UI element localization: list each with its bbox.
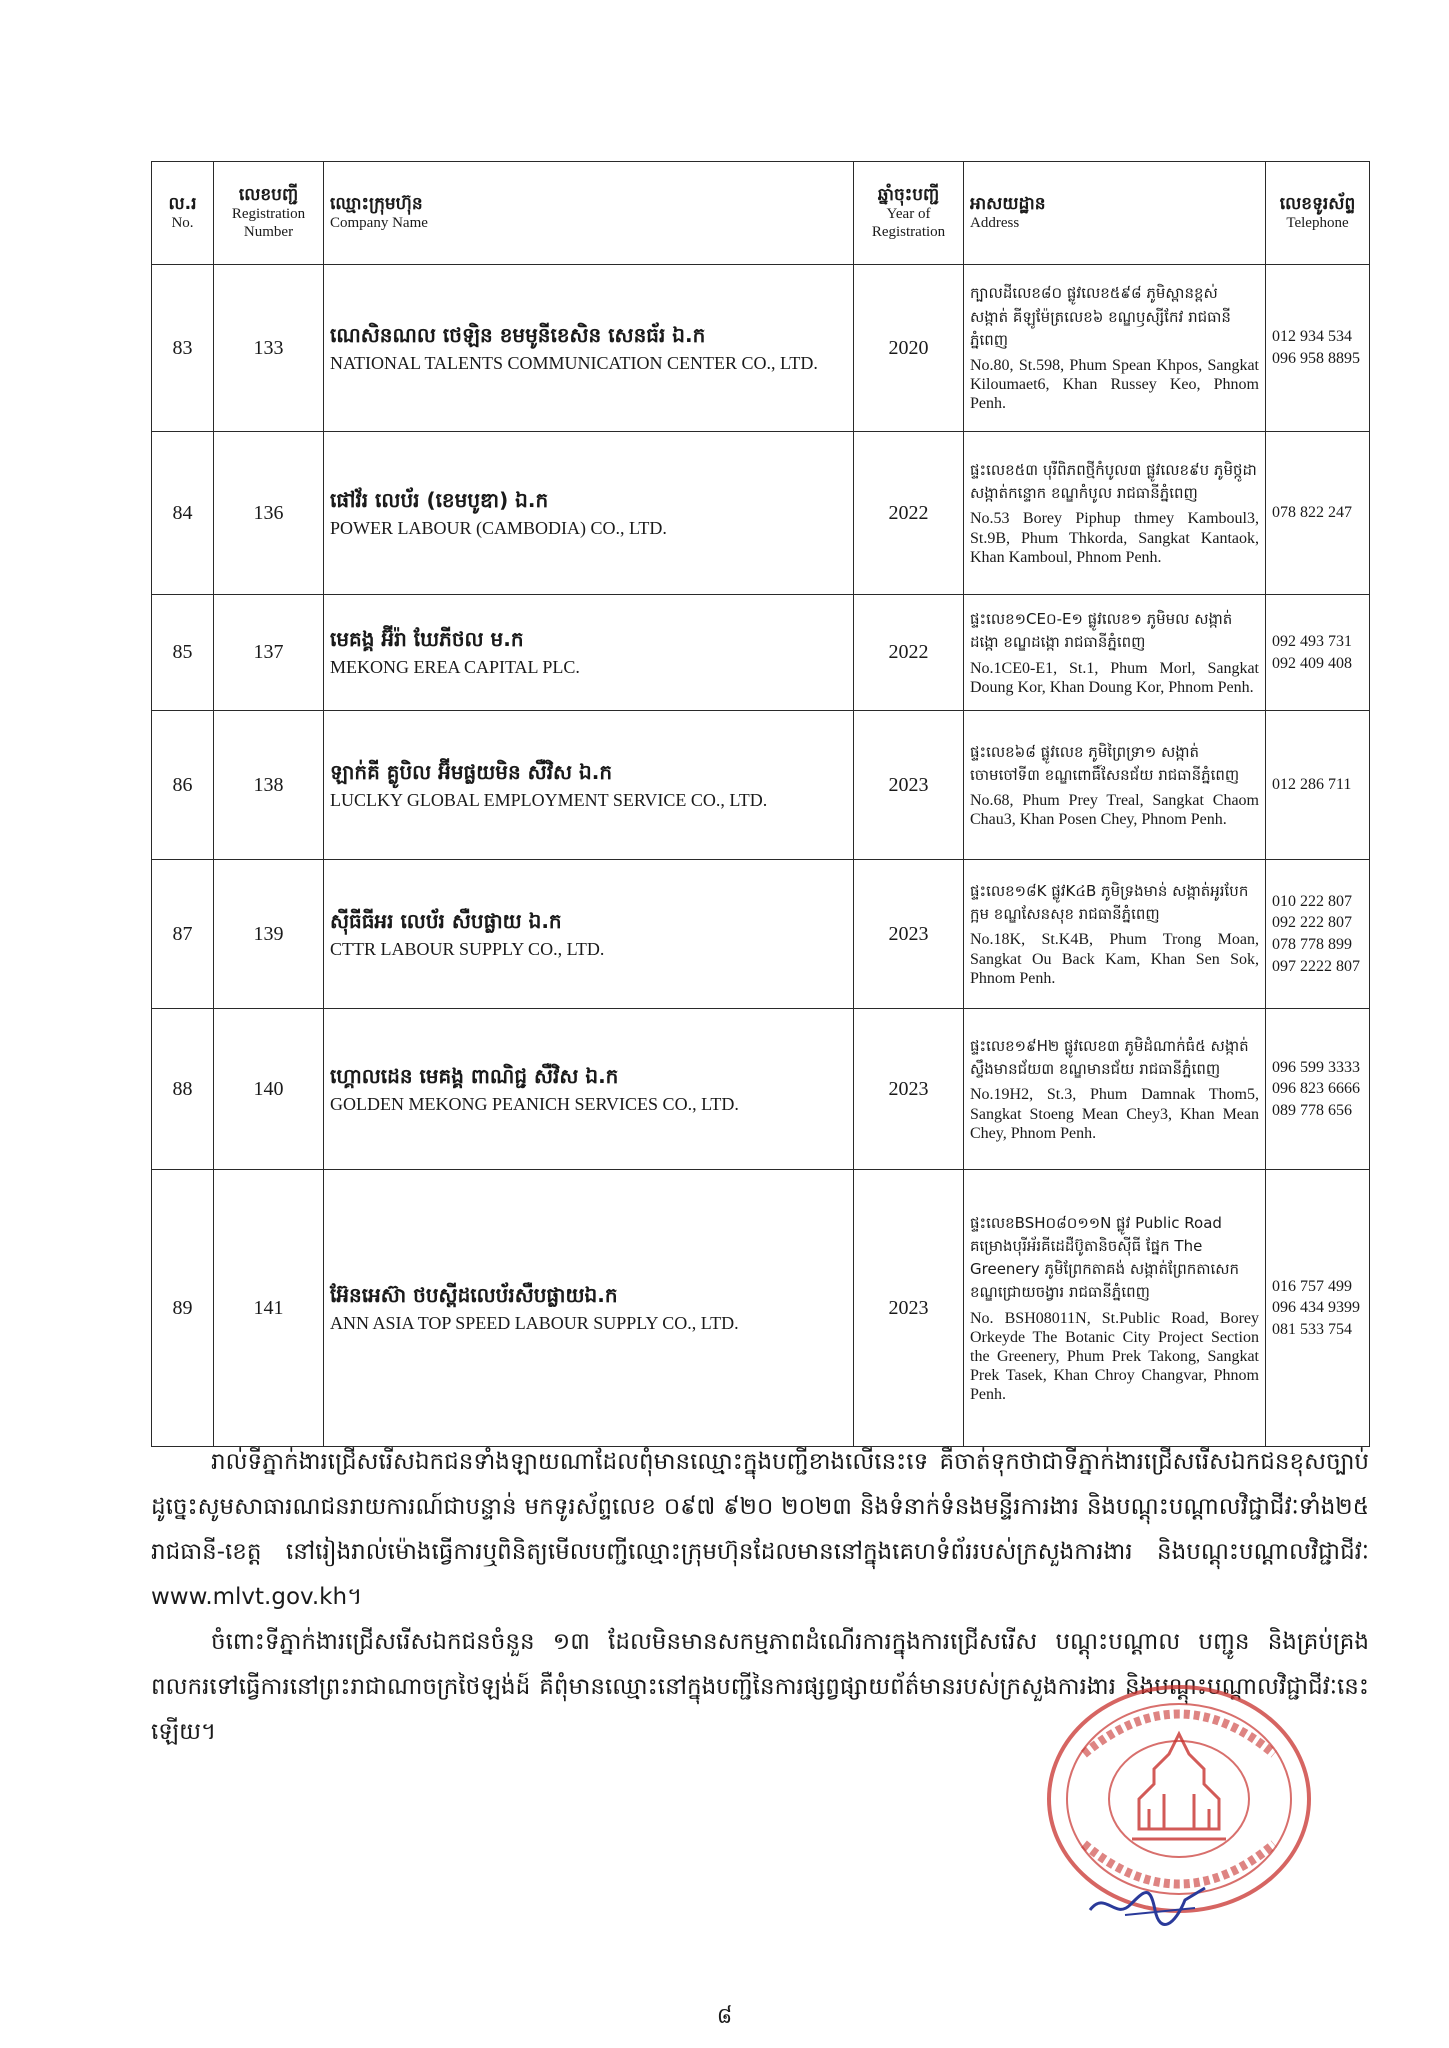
phone-number: 078 778 899 (1272, 936, 1352, 953)
company-name-en: ANN ASIA TOP SPEED LABOUR SUPPLY CO., LTD. (330, 1312, 739, 1333)
address-kh: ផ្ទះលេខ៥៣ បុរីពិភពថ្មីកំបូល៣ ផ្លូវលេខ៩ប ភូមិថ្កូដា សង្កាត់កន្ទោក ខណ្ឌកំបូល រាជធានីភ្នំពេញ (970, 460, 1257, 503)
table-row (152, 265, 1370, 432)
header-year-kh: ឆ្នាំចុះបញ្ជី (877, 184, 940, 205)
cell-address (964, 595, 1266, 711)
page-number: ៨ (716, 2004, 733, 2029)
table-header-row (152, 162, 1370, 265)
cell-registration: 139 (214, 860, 324, 1009)
company-name-kh: ស៊ីធីធីអរ លេប័រ សឺបផ្លាយ ឯ.ក (330, 908, 562, 933)
header-registration (214, 162, 324, 265)
address-kh: ផ្ទះលេខ១CE០-E១ ផ្លូវលេខ១ ភូមិមល សង្កាត់ដង្កោ ខណ្ឌដង្កោ រាជធានីភ្នំពេញ (970, 610, 1233, 652)
address-kh: ក្បាលដីលេខ៨០ ផ្លូវលេខ៥៩៨ ភូមិស្ពានខ្ពស់ សង្កាត់ គីឡូម៉ែត្រលេខ៦ ខណ្ឌឫស្សីកែវ រាជធានីភ្នំពេញ (970, 284, 1231, 349)
cell-address (964, 1170, 1266, 1447)
table-row (152, 432, 1370, 595)
cell-year: 2023 (854, 860, 964, 1009)
cell-no: 83 (152, 265, 214, 432)
table-row (152, 860, 1370, 1009)
angkor-temple-icon (1132, 1734, 1226, 1839)
phone-number: 097 2222 807 (1272, 957, 1360, 975)
header-address (964, 162, 1266, 265)
header-telephone (1266, 162, 1370, 265)
address-kh: ផ្ទះលេខBSH០៨០១១N ផ្លូវ Public Road គម្រោងបុរីអ័រគីដេដឺប៊ូតានិចស៊ីធី ផ្នែក The Greenery ភូមិព្រែកតាគង់ សង្កាត់ព្រែកតាសេក ខណ្ឌជ្រោយចង្វារ រាជធានីភ្នំពេញ (970, 1213, 1240, 1302)
phone-number: 096 434 9399 (1272, 1299, 1360, 1317)
header-reg-kh: លេខបញ្ជី (238, 184, 299, 205)
cell-no: 89 (152, 1170, 214, 1447)
company-name-en: NATIONAL TALENTS COMMUNICATION CENTER CO., LTD. (330, 352, 818, 373)
cell-no: 85 (152, 595, 214, 711)
cell-address (964, 1009, 1266, 1170)
cell-address (964, 432, 1266, 595)
address-en: No.53 Borey Piphup thmey Kamboul3, St.9B, Phum Thkorda, Sangkat Kantaok, Khan Kamboul, Phnom Penh. (970, 510, 1259, 566)
phone-number: 096 958 8895 (1272, 350, 1360, 367)
phone-number: 012 934 534 (1272, 328, 1352, 346)
company-name-en: MEKONG EREA CAPITAL PLC. (330, 657, 580, 678)
cell-no: 88 (152, 1009, 214, 1170)
cell-year: 2023 (854, 1009, 964, 1170)
cell-year: 2022 (854, 432, 964, 595)
phone-number: 092 222 807 (1272, 914, 1352, 932)
header-phone-kh: លេខទូរស័ព្ទ (1279, 193, 1356, 214)
cell-year: 2022 (854, 595, 964, 711)
cell-address (964, 265, 1266, 432)
cell-company (324, 595, 854, 711)
cell-registration: 133 (214, 265, 324, 432)
notice-paragraph-1: រាល់ទីភ្នាក់ងារជ្រើសរើសឯកជនទាំងឡាយណាដែលពុំមានឈ្មោះក្នុងបញ្ជីខាងលើនេះទេ គឺចាត់ទុកថាជាទីភ្នាក់ងារជ្រើសរើសឯកជនខុសច្បាប់ ដូច្នេះសូមសាធារណជនរាយការណ៍ជាបន្ទាន់ មកទូរស័ព្ទលេខ ០៩៧ ៩២០ ២០២៣ និងទំនាក់ទំនងមន្ទីរការងារ និងបណ្តុះបណ្តាលវិជ្ជាជីវៈទាំង២៥ រាជធានី-ខេត្ត នៅរៀងរាល់ម៉ោងធ្វើការឬពិនិត្យមើលបញ្ជីឈ្មោះក្រុមហ៊ុនដែលមាននៅក្នុងគេហទំព័ររបស់ក្រសួងការងារ និងបណ្តុះបណ្តាលវិជ្ជាជីវៈ www.mlvt.gov.kh។ (151, 1449, 1369, 1610)
cell-company (324, 265, 854, 432)
cell-company (324, 860, 854, 1009)
phone-number: 016 757 499 (1272, 1277, 1352, 1295)
cell-no: 84 (152, 432, 214, 595)
address-en: No.18K, St.K4B, Phum Trong Moan, Sangkat Ou Back Kam, Khan Sen Sok, Phnom Penh. (970, 931, 1259, 987)
cell-telephone (1266, 265, 1370, 432)
cell-year: 2020 (854, 265, 964, 432)
cell-registration: 136 (214, 432, 324, 595)
cell-telephone (1266, 711, 1370, 860)
header-phone-en: Telephone (1286, 215, 1349, 232)
header-no-kh: ល.រ (168, 193, 197, 214)
company-name-en: GOLDEN MEKONG PEANICH SERVICES CO., LTD. (330, 1093, 739, 1114)
address-kh: ផ្ទះលេខ១៩H២ ផ្លូវលេខ៣ ភូមិដំណាក់ធំ៥ សង្កាត់ស្ទឹងមានជ័យ៣ ខណ្ឌមានជ័យ រាជធានីភ្នំពេញ (970, 1036, 1249, 1079)
phone-number: 096 599 3333 (1272, 1058, 1360, 1076)
header-no (152, 162, 214, 265)
company-name-kh: ណេសិនណល ថេឡិន ខមមូនីខេសិន សេនធ័រ ឯ.ក (330, 322, 706, 347)
table-body (152, 265, 1370, 1447)
phone-number: 010 222 807 (1272, 892, 1352, 910)
cell-registration: 138 (214, 711, 324, 860)
cell-telephone (1266, 432, 1370, 595)
notice-paragraph-2: ចំពោះទីភ្នាក់ងារជ្រើសរើសឯកជនចំនួន ១៣ ដែលមិនមានសកម្មភាពដំណើរការក្នុងការជ្រើសរើស បណ្តុះបណ្តាល បញ្ជូន និងគ្រប់គ្រងពលករទៅធ្វើការនៅព្រះរាជាណាចក្រថៃឡង់ដ៍ គឺពុំមានឈ្មោះនៅក្នុងបញ្ជីនៃការផ្សព្វផ្សាយព័ត៌មានរបស់ក្រសួងការងារ និងបណ្តុះបណ្តាលវិជ្ជាជីវៈនេះឡើយ។ (151, 1629, 1369, 1745)
company-name-kh: ផៅវ័រ លេប័រ (ខេមបូឌា) ឯ.ក (330, 487, 549, 512)
header-year (854, 162, 964, 265)
cell-company (324, 1009, 854, 1170)
header-no-en: No. (171, 215, 194, 232)
cell-company (324, 432, 854, 595)
signature (1085, 1880, 1215, 1930)
company-name-en: POWER LABOUR (CAMBODIA) CO., LTD. (330, 517, 667, 538)
phone-number: 012 286 711 (1272, 776, 1352, 794)
cell-address (964, 860, 1266, 1009)
header-address-en: Address (970, 215, 1020, 232)
cell-no: 86 (152, 711, 214, 860)
address-en: No.1CE0-E1, St.1, Phum Morl, Sangkat Doung Kor, Khan Doung Kor, Phnom Penh. (970, 659, 1259, 696)
cell-registration: 137 (214, 595, 324, 711)
company-name-en: CTTR LABOUR SUPPLY CO., LTD. (330, 938, 605, 959)
phone-number: 092 493 731 (1272, 632, 1352, 650)
cell-address (964, 711, 1266, 860)
table-row (152, 1009, 1370, 1170)
address-kh: ផ្ទះលេខ១៨K ផ្លូវK៤B ភូមិទ្រងមាន់ សង្កាត់អូរបែកក្អម ខណ្ឌសែនសុខ រាជធានីភ្នំពេញ (970, 881, 1249, 924)
header-reg-en: Registration Number (231, 206, 306, 241)
company-name-kh: ហ្គោលដេន មេគង្គ ពាណិជ្ជ សឺវិស ឯ.ក (330, 1063, 619, 1088)
cell-registration: 140 (214, 1009, 324, 1170)
cell-telephone (1266, 860, 1370, 1009)
company-name-en: LUCLKY GLOBAL EMPLOYMENT SERVICE CO., LTD. (330, 789, 768, 810)
header-address-kh: អាសយដ្ឋាន (970, 193, 1046, 214)
company-name-kh: ឡាក់គី គ្លូបិល អ៊ីមផ្លយមិន សឺវិស ឯ.ក (330, 759, 613, 784)
cell-telephone (1266, 1009, 1370, 1170)
cell-registration: 141 (214, 1170, 324, 1447)
address-en: No.80, St.598, Phum Spean Khpos, Sangkat Kiloumaet6, Khan Russey Keo, Phnom Penh. (970, 357, 1259, 413)
cell-telephone (1266, 595, 1370, 711)
address-en: No. BSH08011N, St.Public Road, Borey Orkeyde The Botanic City Project Section the Greenery, Phum Prek Takong, Sangkat Prek Tasek, Khan Chroy Changvar, Phnom Penh. (970, 1309, 1259, 1404)
address-en: No.19H2, St.3, Phum Damnak Thom5, Sangkat Stoeng Mean Chey3, Khan Mean Chey, Phnom Penh. (970, 1086, 1259, 1142)
table-row (152, 1170, 1370, 1447)
phone-number: 092 409 408 (1272, 654, 1352, 672)
address-en: No.68, Phum Prey Treal, Sangkat Chaom Chau3, Khan Posen Chey, Phnom Penh. (970, 792, 1259, 829)
phone-number: 078 822 247 (1272, 504, 1352, 522)
cell-year: 2023 (854, 1170, 964, 1447)
company-name-kh: អ៊ែនអេស៊ា ថបស្ពីដលេប័រសឺបផ្លាយឯ.ក (330, 1282, 618, 1307)
phone-number: 081 533 754 (1272, 1320, 1352, 1338)
registry-table (151, 161, 1370, 1447)
cell-company (324, 711, 854, 860)
header-company-en: Company Name (330, 215, 428, 232)
cell-telephone (1266, 1170, 1370, 1447)
table-row (152, 711, 1370, 860)
table-row (152, 595, 1370, 711)
header-year-en: Year of Registration (871, 206, 946, 241)
phone-number: 096 823 6666 (1272, 1080, 1360, 1098)
phone-number: 089 778 656 (1272, 1101, 1352, 1119)
header-company-kh: ឈ្មោះក្រុមហ៊ុន (330, 193, 423, 214)
address-kh: ផ្ទះលេខ៦៨ ផ្លូវលេខ ភូមិព្រៃទ្រា១ សង្កាត់ចោមចៅទី៣ ខណ្ឌពោធិ៍សែនជ័យ រាជធានីភ្នំពេញ (970, 742, 1240, 784)
cell-year: 2023 (854, 711, 964, 860)
company-name-kh: មេគង្គ អ៊ីរ៉ា ឃែភីថល ម.ក (330, 627, 524, 652)
header-company (324, 162, 854, 265)
cell-no: 87 (152, 860, 214, 1009)
cell-company (324, 1170, 854, 1447)
